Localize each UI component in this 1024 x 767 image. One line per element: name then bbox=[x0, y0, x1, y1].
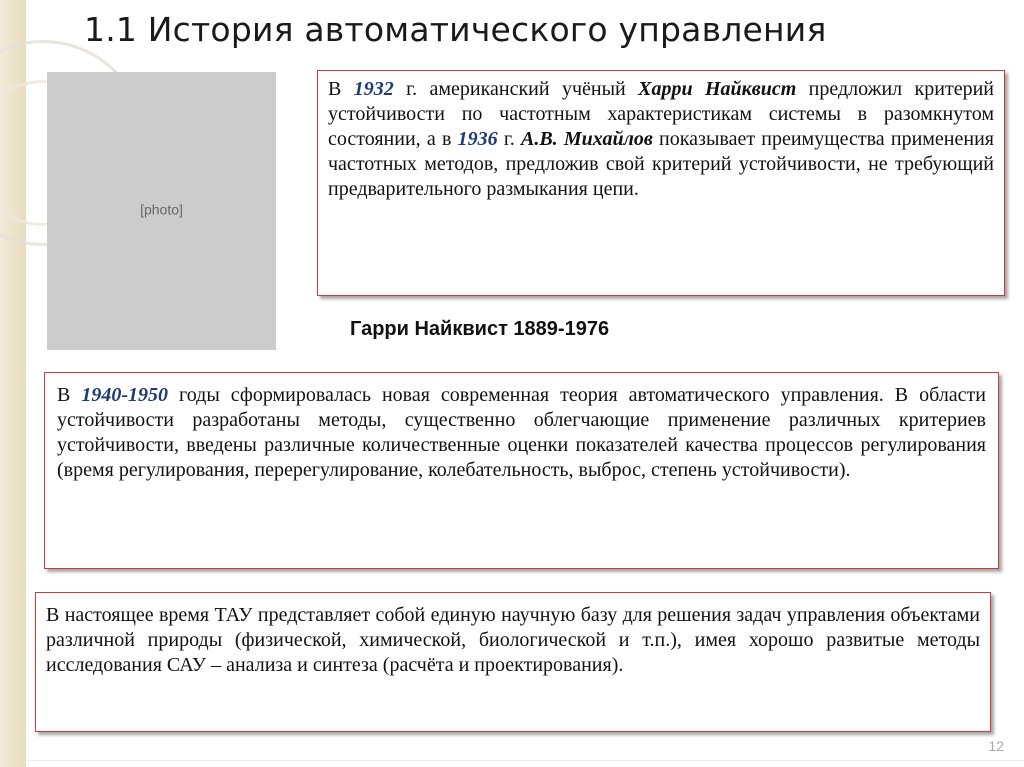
portrait-photo bbox=[47, 72, 276, 350]
paragraph-nyquist: В 1932 г. американский учёный Харри Найквист предложил критерий устойчивости по частотным характеристикам системы в разомкнутом состоянии, а в 1936 г. А.В. Михайлов показывает преимущества применения частотных методов, предложив свой критерий устойчивости, не требующий предварительного размыкания цепи. bbox=[328, 78, 994, 200]
year-1932: 1932 bbox=[353, 78, 394, 100]
text-box-nyquist bbox=[317, 70, 1005, 296]
name-nyquist: Харри Найквист bbox=[638, 78, 797, 100]
paragraph-present: В настоящее время ТАУ представляет собой единую научную базу для решения задач управления объектами различной природы (физической, химической, биологической и т.п.), имея хорошо развитые методы исследования САУ – анализа и синтеза (расчёта и проектирования). bbox=[46, 604, 980, 676]
text-box-1940-1950 bbox=[44, 372, 999, 569]
divider bbox=[26, 760, 1024, 761]
photo-caption: Гарри Найквист 1889-1976 bbox=[350, 318, 610, 340]
year-1936: 1936 bbox=[457, 128, 498, 150]
page-number: 12 bbox=[988, 738, 1004, 754]
photo-placeholder: [photo] bbox=[140, 201, 183, 218]
paragraph-modern-theory: В 1940-1950 годы сформировалась новая современная теория автоматического управления. В области устойчивости разработаны методы, существенно облегчающие применение различных критериев устойчивости, введены различные количественные оценки показателей качества процессов регулирования (время регулирования, перерегулирование, колебательность, выброс, степень устойчивости). bbox=[57, 384, 986, 481]
name-mikhailov: А.В. Михайлов bbox=[520, 128, 653, 150]
text-box-present bbox=[35, 592, 991, 732]
slide-title: 1.1 История автоматического управления bbox=[84, 10, 827, 49]
years-1940-1950: 1940-1950 bbox=[81, 384, 169, 406]
